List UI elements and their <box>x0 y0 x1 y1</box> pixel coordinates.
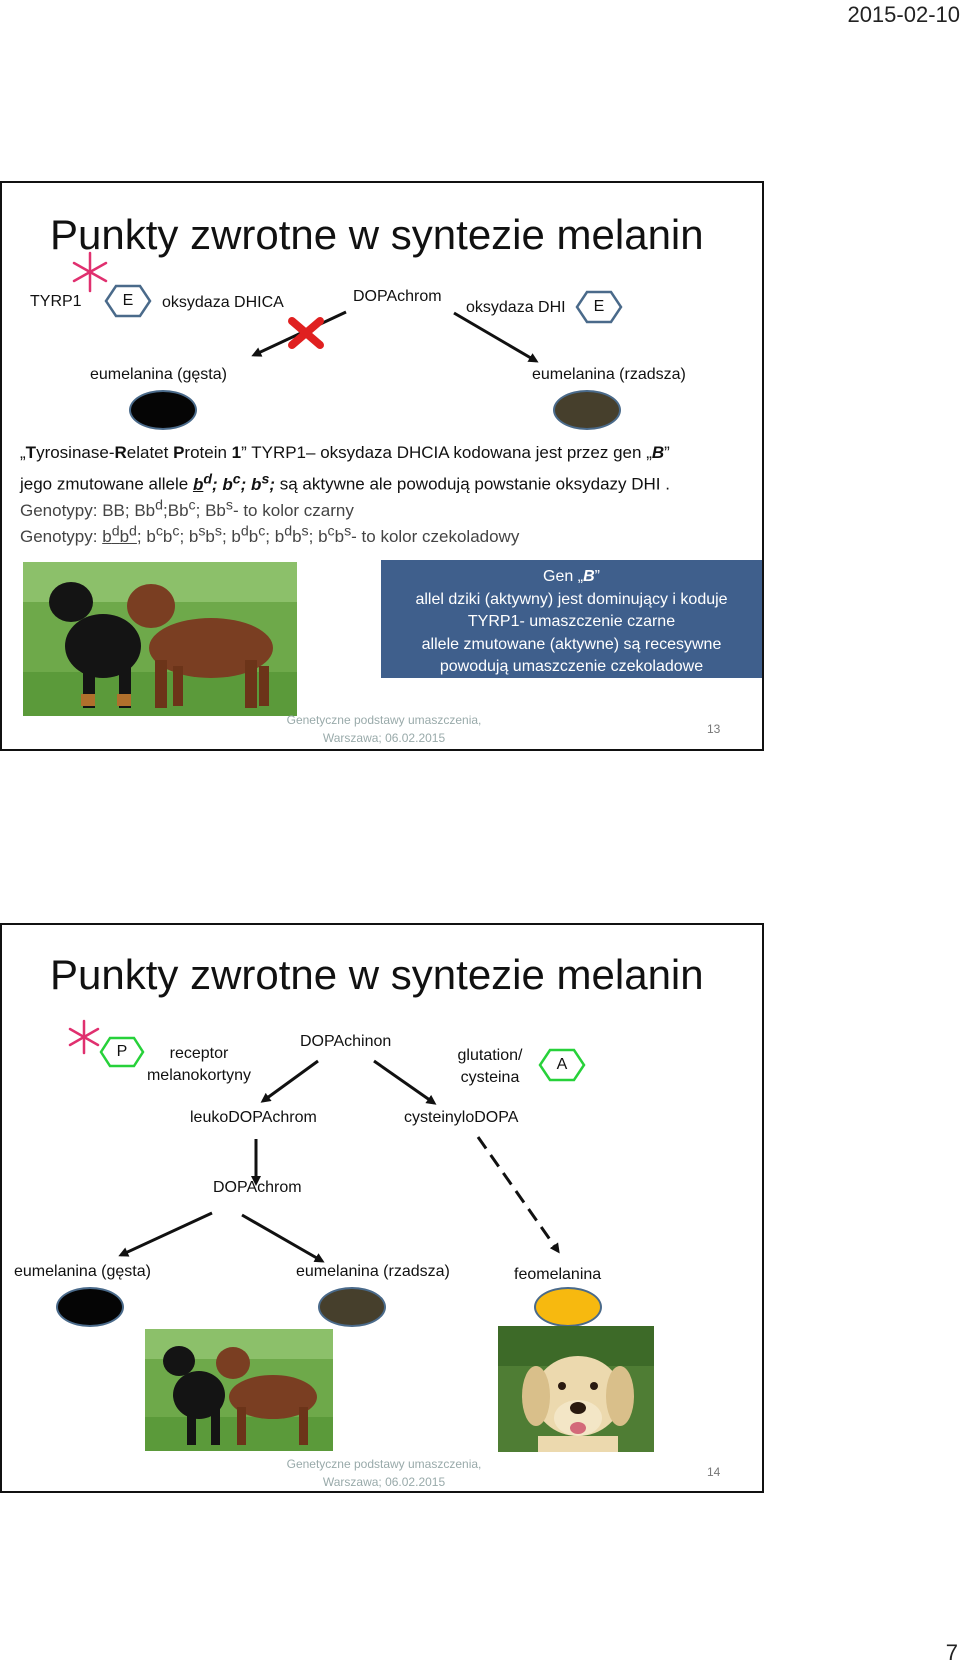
puppies-illustration <box>145 1329 333 1451</box>
pigment-swatch-brown <box>553 390 621 430</box>
slide-13 <box>0 181 764 751</box>
slide-14 <box>0 923 764 1493</box>
slide-footer: Genetyczne podstawy umaszczenia, Warszawa; 06.02.2015 <box>286 1457 482 1489</box>
page-date: 2015-02-10 <box>847 2 960 27</box>
photo-yellow-labrador <box>498 1326 654 1452</box>
arrow-to-leukodopachrom <box>263 1061 318 1101</box>
hex-label: A <box>556 1056 568 1073</box>
paragraph-mutated-alleles: jego zmutowane allele $b^d$; $b^c$; $b^s$; są aktywne ale powodują powstanie oksydazy DHI . <box>20 471 670 494</box>
paragraph-genotypes-chocolate: Genotypy: $b^db^d$; $b^cb^c$; $b^sb^s$; $b^db^c$; $b^db^s$; $b^cb^s-$ to kolor czekoladowy <box>20 523 520 546</box>
slide-title: Punkty zwrotne w syntezie melanin <box>50 211 704 258</box>
hex-label: E <box>593 298 605 315</box>
arrow-to-eumelanina-rzadsza <box>242 1215 322 1261</box>
info-line-4: allele zmutowane (aktywne) są recesywne <box>421 635 722 653</box>
label-oksydaza-dhi: oksydaza DHI <box>466 299 566 316</box>
hexagon-a <box>538 1048 586 1082</box>
arrow-to-cysteinylodopa <box>374 1061 434 1103</box>
info-line-1: Gen „B” <box>543 568 600 585</box>
hex-label: P <box>116 1043 128 1060</box>
pigment-swatch-yellow <box>534 1287 602 1327</box>
photo-puppies <box>145 1329 333 1451</box>
label-receptor-melanokortyny: receptor melanokortyny <box>146 1045 252 1084</box>
pigment-swatch-black <box>56 1287 124 1327</box>
info-line-2: allel dziki (aktywny) jest dominujący i koduje <box>415 590 728 608</box>
label-eumelanina-gesta: eumelanina (gęsta) <box>90 366 227 383</box>
hexagon-e-left <box>104 284 152 318</box>
arrow-to-eumelanina-gesta <box>121 1213 212 1255</box>
labrador-illustration <box>498 1326 654 1452</box>
label-eumelanina-rzadsza: eumelanina (rzadsza) <box>296 1263 450 1280</box>
info-box-gen-b <box>381 560 762 678</box>
label-eumelanina-gesta: eumelanina (gęsta) <box>14 1263 151 1280</box>
mutation-star-icon <box>70 1021 98 1053</box>
paragraph-tyrp1-description: „Tyrosinase-Relatet Protein 1” TYRP1– oksydaza DHCIA kodowana jest przez gen „B” <box>20 443 670 462</box>
pigment-swatch-black <box>129 390 197 430</box>
label-tyrp1: TYRP1 <box>30 293 82 310</box>
info-line-5: powodują umaszczenie czekoladowe <box>439 658 704 675</box>
label-leukodopachrom: leukoDOPAchrom <box>190 1109 317 1126</box>
hex-label: E <box>122 292 134 309</box>
mutation-star-icon <box>74 253 106 291</box>
label-feomelanina: feomelanina <box>514 1266 602 1283</box>
blocked-cross-icon <box>292 321 320 345</box>
hexagon-e-right <box>575 290 623 324</box>
label-dopachinon: DOPAchinon <box>300 1033 392 1050</box>
info-line-3: TYRP1- umaszczenie czarne <box>467 613 676 630</box>
label-eumelanina-rzadsza: eumelanina (rzadsza) <box>532 366 686 383</box>
slide-title: Punkty zwrotne w syntezie melanin <box>50 951 704 998</box>
slide-footer: Genetyczne podstawy umaszczenia, Warszawa; 06.02.2015 <box>286 713 482 745</box>
label-oksydaza-dhica: oksydaza DHICA <box>162 294 284 311</box>
arrow-to-eumelanina-rzadsza <box>454 313 536 361</box>
photo-puppies <box>23 562 297 716</box>
paragraph-genotypes-black: Genotypy: BB; Bb$^d$;Bb$^c$; Bb$^s$- to kolor czarny <box>20 497 354 520</box>
label-glutation-cysteina: glutation/ cysteina <box>457 1047 523 1086</box>
pigment-swatch-brown <box>318 1287 386 1327</box>
page-number: 7 <box>945 1640 958 1665</box>
slide-number: 13 <box>707 722 721 736</box>
dashed-arrow-to-feomelanina <box>478 1137 558 1251</box>
puppies-illustration <box>23 562 297 716</box>
slide-number: 14 <box>707 1465 721 1479</box>
label-dopachrom: DOPAchrom <box>353 288 442 305</box>
label-cysteinylodopa: cysteinyloDOPA <box>404 1109 519 1126</box>
label-dopachrom: DOPAchrom <box>213 1179 302 1196</box>
